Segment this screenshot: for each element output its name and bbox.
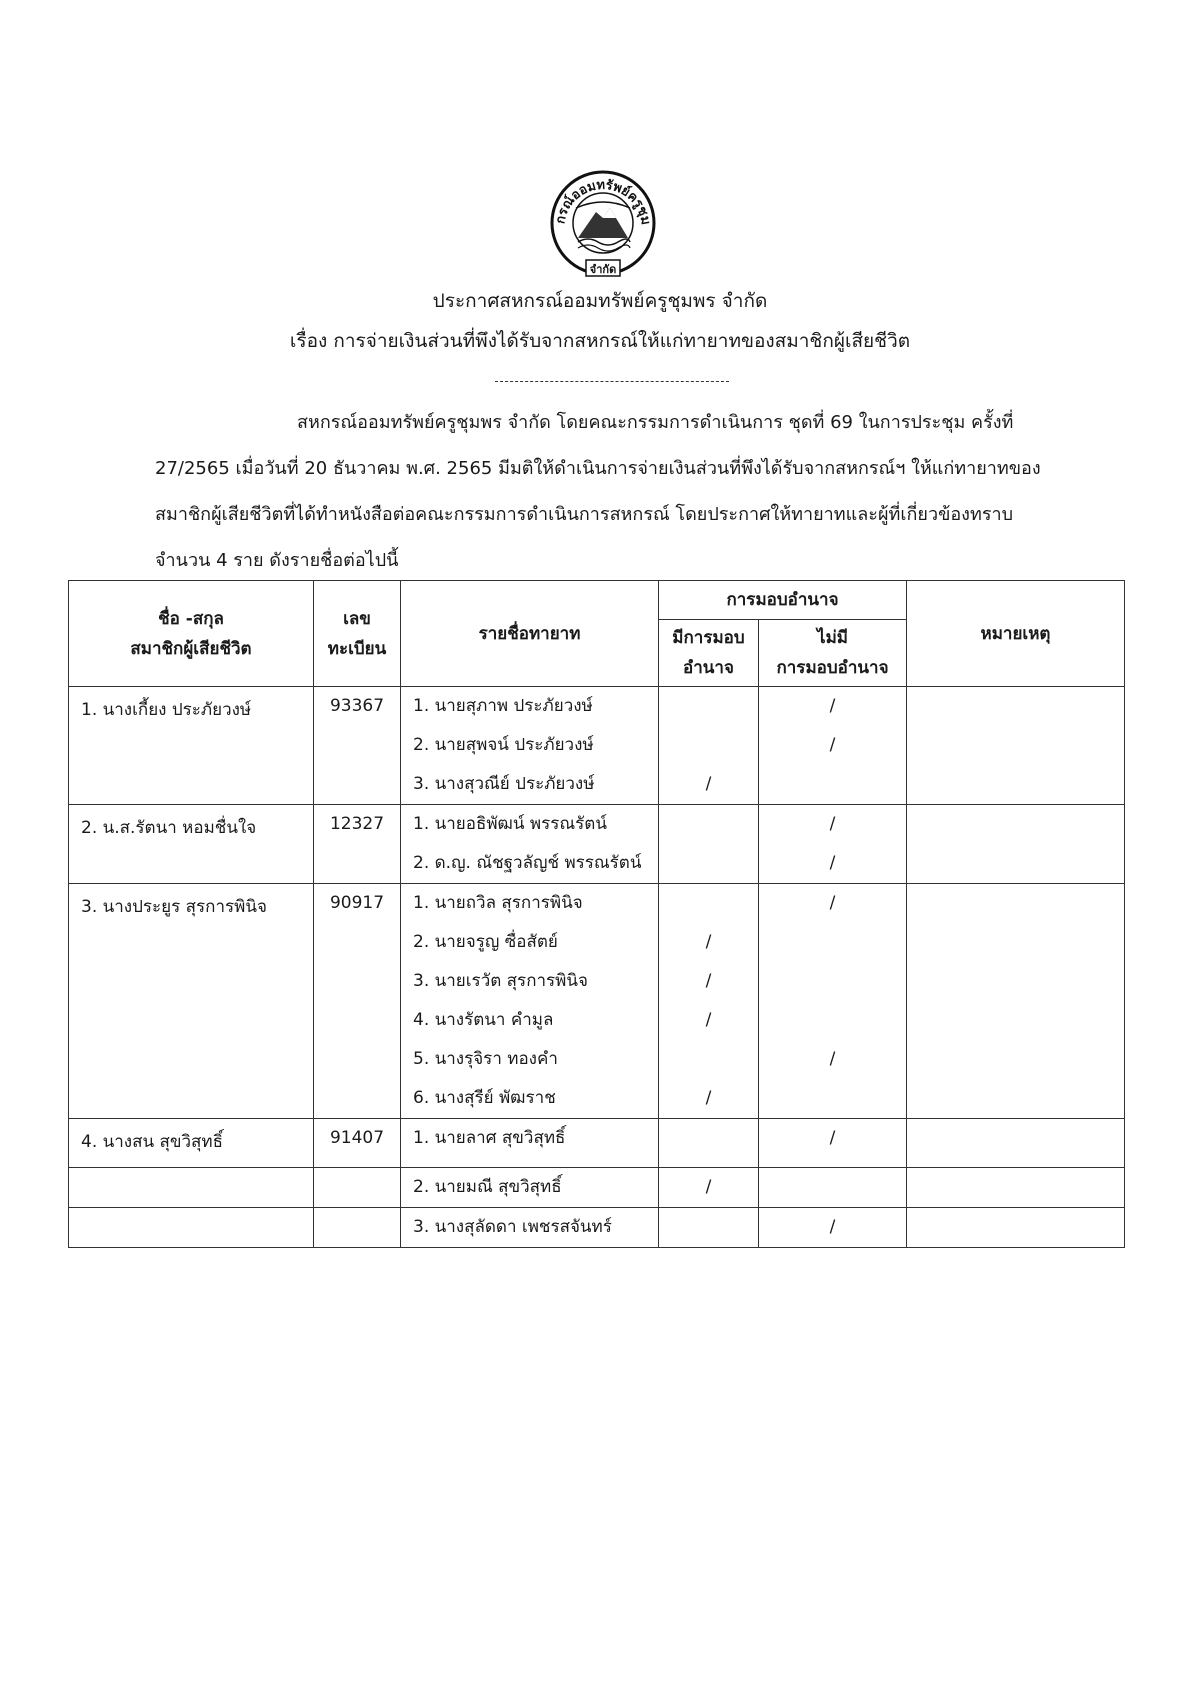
heir-list: [401, 805, 659, 884]
heir-name: 1. นายลาศ สุขวิสุทธิ์: [413, 1128, 566, 1148]
heir-name: 3. นายเรวัต สุรการพินิจ: [413, 971, 588, 991]
auth-yes-marks: /: [659, 687, 759, 805]
col-header-auth-no: ไม่มี การมอบอำนาจ: [759, 620, 907, 687]
heir-name: 1. นายอธิพัฒน์ พรรณรัตน์: [413, 814, 607, 834]
auth-yes-marks: / / / /: [659, 884, 759, 1119]
reg-number: 12327: [314, 805, 401, 884]
auth-no-marks: / /: [759, 805, 907, 884]
deceased-name: 1. นางเกี้ยง ประภัยวงษ์: [69, 687, 314, 805]
heir-name: 2. ด.ญ. ณัชฐวลัญช์ พรรณรัตน์: [413, 853, 642, 873]
body-line-3: สมาชิกผู้เสียชีวิตที่ได้ทำหนังสือต่อคณะกรรมการดำเนินการสหกรณ์ โดยประกาศให้ทายาทและผู้ที่เกี่ยวข้องทราบ: [155, 504, 1014, 525]
remarks-cell: [907, 687, 1125, 805]
table-row: [69, 1168, 1125, 1208]
col-header-deceased: ชื่อ -สกุล สมาชิกผู้เสียชีวิต: [69, 581, 314, 687]
remarks-cell: [907, 1119, 1125, 1168]
seal-icon: [548, 168, 658, 280]
announcement-title: ประกาศสหกรณ์ออมทรัพย์ครูชุมพร จำกัด: [432, 290, 768, 312]
table-row: [69, 884, 1125, 1119]
col-header-auth-yes: มีการมอบ อำนาจ: [659, 620, 759, 687]
table-row: [69, 805, 1125, 884]
empty-cell: [314, 1168, 401, 1208]
remarks-cell: [907, 884, 1125, 1119]
heir-list: [401, 687, 659, 805]
separator-line: [495, 381, 729, 382]
remarks-cell: [907, 1208, 1125, 1248]
auth-yes-marks: [659, 1119, 759, 1168]
body-line-4: จำนวน 4 ราย ดังรายชื่อต่อไปนี้: [155, 550, 399, 571]
deceased-name: 2. น.ส.รัตนา หอมชื่นใจ: [69, 805, 314, 884]
col-header-reg-no: เลข ทะเบียน: [314, 581, 401, 687]
col-header-heirs: รายชื่อทายาท: [401, 581, 659, 687]
heir-list: [401, 1168, 659, 1208]
heir-list: [401, 884, 659, 1119]
body-line-1: สหกรณ์ออมทรัพย์ครูชุมพร จำกัด โดยคณะกรรมการดำเนินการ ชุดที่ 69 ในการประชุม ครั้งที่: [297, 412, 1014, 433]
auth-no-marks: / /: [759, 687, 907, 805]
heir-name: 4. นางรัตนา คำมูล: [413, 1010, 554, 1030]
svg-text:จำกัด: จำกัด: [589, 263, 617, 276]
heir-name: 6. นางสุรีย์ พัฒราช: [413, 1088, 556, 1108]
cooperative-seal-logo: [548, 168, 658, 280]
body-line-2: 27/2565 เมื่อวันที่ 20 ธันวาคม พ.ศ. 2565 มีมติให้ดำเนินการจ่ายเงินส่วนที่พึงได้รับจากสหกรณ์ฯ ให้แก่ทายาทของ: [155, 458, 1041, 479]
col-header-remarks: หมายเหตุ: [907, 581, 1125, 687]
deceased-name: 4. นางสน สุขวิสุทธิ์: [69, 1119, 314, 1168]
heir-name: 3. นางสุลัดดา เพชรสจันทร์: [413, 1217, 612, 1237]
heir-list: [401, 1119, 659, 1168]
heir-name: 2. นายมณี สุขวิสุทธิ์: [413, 1177, 562, 1197]
auth-yes-marks: /: [659, 1168, 759, 1208]
auth-yes-marks: [659, 1208, 759, 1248]
heir-name: 3. นางสุวณีย์ ประภัยวงษ์: [413, 774, 595, 794]
reg-number: 93367: [314, 687, 401, 805]
empty-cell: [314, 1208, 401, 1248]
reg-number: 90917: [314, 884, 401, 1119]
reg-number: 91407: [314, 1119, 401, 1168]
remarks-cell: [907, 1168, 1125, 1208]
col-header-authorization: การมอบอำนาจ: [659, 581, 907, 620]
table-row: [69, 1208, 1125, 1248]
deceased-name: 3. นางประยูร สุรการพินิจ: [69, 884, 314, 1119]
auth-no-marks: / /: [759, 884, 907, 1119]
announcement-subject: เรื่อง การจ่ายเงินส่วนที่พึงได้รับจากสหกรณ์ให้แก่ทายาทของสมาชิกผู้เสียชีวิต: [289, 330, 911, 352]
heir-name: 2. นายสุพจน์ ประภัยวงษ์: [413, 735, 594, 755]
auth-yes-marks: [659, 805, 759, 884]
remarks-cell: [907, 805, 1125, 884]
table-row: [69, 687, 1125, 805]
heir-name: 2. นายจรูญ ซื่อสัตย์: [413, 932, 558, 952]
heir-name: 1. นายถวิล สุรการพินิจ: [413, 893, 583, 913]
empty-cell: [69, 1208, 314, 1248]
heir-name: 5. นางรุจิรา ทองคำ: [413, 1049, 558, 1069]
auth-no-marks: /: [759, 1208, 907, 1248]
auth-no-marks: /: [759, 1119, 907, 1168]
empty-cell: [69, 1168, 314, 1208]
table-row: [69, 1119, 1125, 1168]
heir-name: 1. นายสุภาพ ประภัยวงษ์: [413, 696, 593, 716]
heir-list: [401, 1208, 659, 1248]
auth-no-marks: [759, 1168, 907, 1208]
svg-text:สหกรณ์ออมทรัพย์ครูชุมพร: กรณ์ออมทรัพย์ครูชุม: [553, 177, 653, 226]
heirs-table: [68, 580, 1125, 1248]
